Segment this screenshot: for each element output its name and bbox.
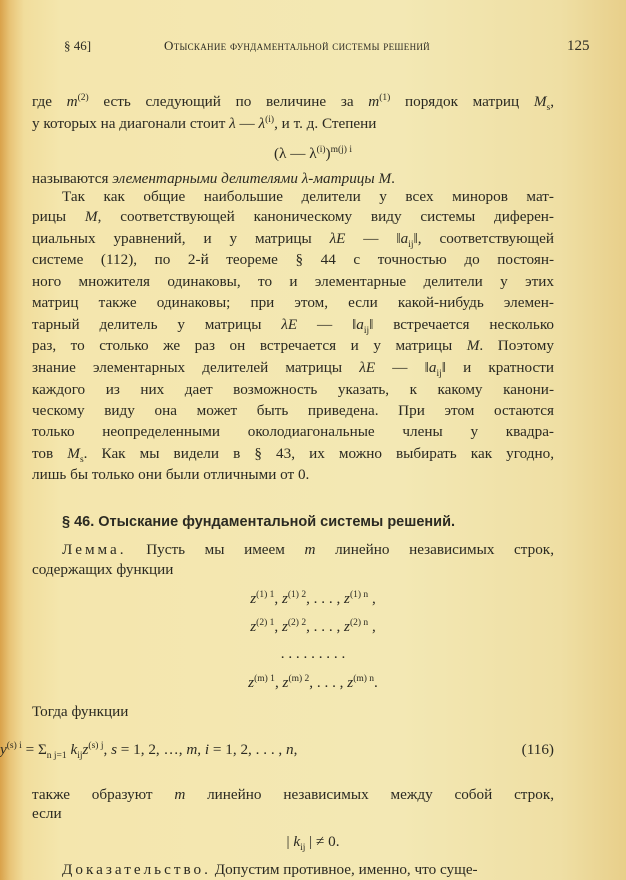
text-segment: линейно независимых строк, [315, 541, 554, 558]
superscript: (m) 1 [254, 673, 275, 684]
text-segment: ij [436, 369, 442, 378]
text-segment: , [274, 618, 282, 635]
text-line [32, 358, 554, 378]
text-segment: раз, то столько же раз он встречается и у матрицы [32, 337, 467, 354]
text-segment: . Поэтому [479, 337, 554, 354]
text-segment: ческому виду она может быть приведена. При этом остаются [32, 402, 554, 419]
text-segment: — [235, 115, 259, 132]
text-line [32, 560, 554, 580]
text-segment: есть следующий по величине за [88, 93, 369, 110]
superscript: (m) 2 [288, 673, 310, 684]
superscript: (s) i [6, 740, 22, 751]
formula-line [0, 589, 626, 609]
text-segment: λ [258, 115, 266, 132]
text-segment: M [84, 208, 98, 225]
text-segment: Так как общие наибольшие делители у всех миноров мат- [62, 188, 554, 205]
text-line [32, 444, 554, 464]
text-segment: m [174, 786, 186, 803]
text-segment: линейно независимых между собой строк, [185, 786, 554, 803]
page-number: 125 [567, 38, 590, 54]
superscript: (2) 1 [256, 617, 275, 628]
text-line [32, 315, 554, 335]
text-segment: λ [229, 115, 236, 132]
text-segment: где [32, 93, 67, 110]
text-segment: также образуют [32, 786, 175, 803]
text-segment: называются [32, 170, 113, 187]
text-segment: если [32, 805, 62, 822]
text-segment: Доказательство. [62, 861, 211, 878]
text-segment: z [281, 618, 288, 635]
text-segment: элементарными делителями λ-матрицы M [112, 170, 392, 187]
text-segment: ij [363, 326, 370, 335]
text-segment: s [111, 741, 117, 758]
text-segment: ‖, соответствующей [413, 230, 554, 247]
text-segment: , [274, 590, 282, 607]
text-segment: M [466, 337, 480, 354]
text-segment: z [347, 674, 354, 691]
text-line [32, 114, 554, 134]
text-line [32, 229, 554, 249]
text-segment: ‖ встречается несколько [369, 316, 554, 333]
text-segment: , и т. д. Степени [274, 115, 377, 132]
text-segment: (λ — λ [274, 145, 317, 162]
superscript: (s) j [88, 740, 104, 751]
text-segment: , . . . , [306, 590, 345, 607]
text-line [62, 540, 554, 560]
text-line [32, 465, 554, 485]
text-segment: содержащих функции [32, 561, 174, 578]
superscript: (1) 2 [287, 589, 307, 600]
text-segment: = Σ [21, 741, 47, 758]
text-segment: λE [281, 316, 298, 333]
text-segment: = 1, 2, …, [116, 741, 187, 758]
text-segment: , [368, 618, 376, 635]
text-segment: порядок матриц [390, 93, 534, 110]
text-segment: n [286, 741, 294, 758]
equation-number: (116) [521, 741, 554, 758]
superscript: (1) n [349, 589, 369, 600]
formula-line [0, 832, 626, 852]
text-segment: M [67, 445, 80, 462]
text-line [32, 169, 554, 189]
text-segment: i [204, 741, 210, 758]
text-segment: , . . . , [306, 618, 345, 635]
text-segment: — ‖ [375, 359, 429, 376]
text-segment: z [82, 741, 89, 758]
text-line [32, 380, 554, 400]
text-segment: , [550, 93, 554, 110]
text-segment: лишь бы только они были отличными от 0. [32, 466, 310, 483]
text-line [62, 860, 554, 880]
formula-line [0, 644, 626, 664]
text-line [32, 422, 554, 442]
section-heading [62, 512, 584, 532]
superscript: (m) n [353, 673, 375, 684]
text-segment: . [391, 170, 395, 187]
text-segment: z [250, 590, 257, 607]
text-segment: z [250, 618, 257, 635]
text-segment: Тогда функции [32, 703, 129, 720]
text-segment: , . . . , [309, 674, 348, 691]
text-segment: у которых на диагонали стоит [32, 115, 230, 132]
text-segment: ‖ и кратности [441, 359, 554, 376]
text-line [32, 250, 554, 270]
formula-line [0, 144, 626, 164]
text-segment: m [304, 541, 316, 558]
text-segment: ij [300, 843, 306, 854]
superscript: m(j) i [330, 144, 352, 155]
text-segment: k [66, 741, 78, 758]
text-segment: m [368, 93, 380, 110]
formula-line [0, 617, 626, 637]
text-segment: | ≠ 0. [305, 833, 340, 850]
text-segment: | [286, 833, 294, 850]
text-segment: каждого из них дает возможность указать, к какому канони- [32, 381, 554, 398]
text-segment: z [344, 590, 350, 607]
text-segment: § 46. Отыскание фундаментальной системы решений. [62, 514, 456, 530]
text-segment: s [546, 103, 551, 112]
text-segment: — ‖ [345, 230, 401, 247]
text-segment: m [66, 93, 78, 110]
text-segment: m [186, 741, 198, 758]
text-line [32, 207, 554, 227]
text-segment: λE [329, 230, 346, 247]
text-segment: знание элементарных делителей матрицы [32, 359, 360, 376]
text-line [32, 336, 554, 356]
text-segment: — ‖ [297, 316, 357, 333]
text-line [32, 804, 554, 824]
text-segment: = 1, 2, . . . , [209, 741, 287, 758]
text-segment: , соответствующей каноническому виду системы диферен- [97, 208, 554, 225]
superscript: (i) [316, 144, 326, 155]
text-segment: матриц также одинаковы; при этом, если какой-нибудь элемен- [32, 294, 554, 311]
superscript: (1) [379, 92, 391, 103]
text-segment: тов [32, 445, 68, 462]
text-line [32, 702, 554, 722]
header-section: § 46] [64, 38, 92, 53]
text-segment: n j=1 [46, 751, 67, 762]
text-segment: . Как мы видели в § 43, их можно выбирать как угодно, [83, 445, 554, 462]
text-segment: циальных уравнений, и у матрицы [32, 230, 330, 247]
text-segment: системе (112), по 2-й теореме § 44 с точностью до постоян- [32, 251, 554, 268]
text-segment: ij [77, 751, 83, 762]
text-segment: рицы [32, 208, 85, 225]
text-segment: , [197, 741, 205, 758]
text-segment: . [374, 674, 378, 691]
text-segment: ного множителя одинаковы, то и элементарные делители у этих [32, 273, 554, 290]
text-segment: . . . . . . . . . [280, 645, 346, 662]
header-title: Отыскание фундаментальной системы решений [164, 38, 430, 53]
superscript: (2) [77, 92, 89, 103]
text-segment: k [293, 833, 301, 850]
text-line [32, 272, 554, 292]
superscript: (2) 2 [287, 617, 307, 628]
text-segment: тарный делитель у матрицы [32, 316, 282, 333]
formula-line [0, 673, 626, 693]
superscript: (i) [265, 114, 275, 125]
text-line [32, 785, 554, 805]
text-segment: z [248, 674, 255, 691]
text-line [32, 92, 554, 112]
text-line [0, 740, 626, 760]
text-segment: ) [325, 145, 331, 162]
text-segment: Пусть мы имеем [126, 541, 305, 558]
text-segment: a [356, 316, 364, 333]
text-segment: , [274, 674, 283, 691]
superscript: (2) n [349, 617, 369, 628]
text-segment: M [533, 93, 547, 110]
text-line [32, 293, 554, 313]
text-segment: Лемма. [62, 541, 127, 558]
text-segment: , [293, 741, 298, 758]
text-segment: a [400, 230, 409, 247]
text-segment: s [79, 455, 84, 464]
superscript: (1) 1 [256, 589, 275, 600]
text-segment: , [368, 590, 376, 607]
text-segment: z [344, 618, 350, 635]
text-segment: a [428, 359, 437, 376]
text-segment: Допустим противное, именно, что суще- [210, 861, 478, 878]
text-segment: y [0, 741, 7, 758]
text-segment: только неопределенными околодиагональные члены у квадра- [32, 423, 554, 440]
text-segment: z [282, 674, 289, 691]
text-segment: z [281, 590, 288, 607]
text-segment: λE [359, 359, 376, 376]
text-line [62, 187, 554, 207]
text-segment: , [103, 741, 112, 758]
text-segment: ij [408, 240, 414, 249]
text-line [32, 401, 554, 421]
